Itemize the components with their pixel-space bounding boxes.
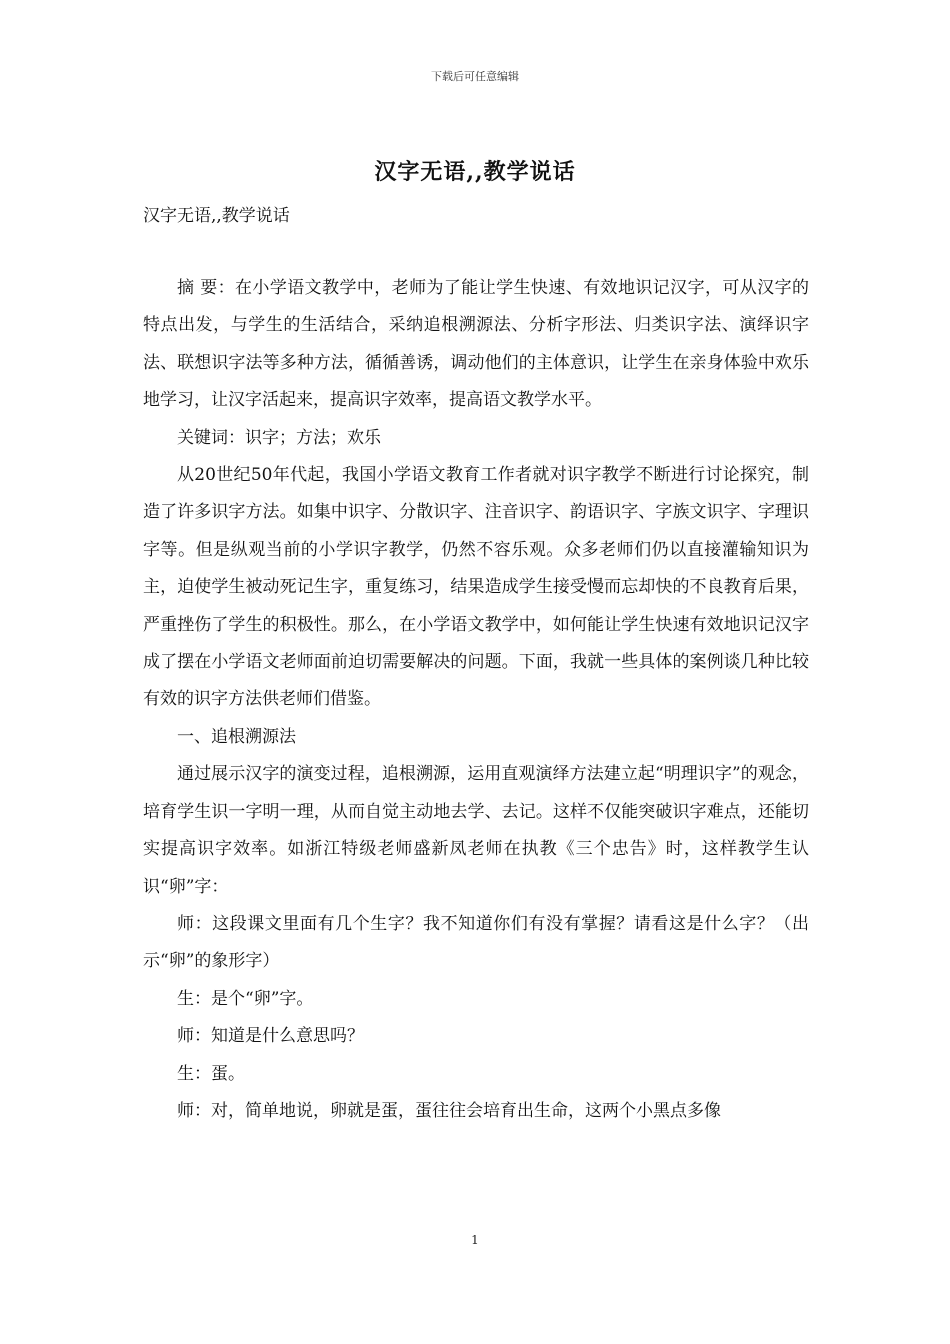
intro-paragraph: 从20世纪50年代起，我国小学语文教育工作者就对识字教学不断进行讨论探究，制造了许多识字方法。如集中识字、分散识字、注音识字、韵语识字、字族文识字、字理识字等。但是纵观当前的小学识字教学，仍然不容乐观。众多老师们仍以直接灌输知识为主，迫使学生被动死记生字，重复练习，结果造成学生接受慢而忘却快的不良教育后果，严重挫伤了学生的积极性。那么，在小学语文教学中，如何能让学生快速有效地识记汉字成了摆在小学语文老师面前迫切需要解决的问题。下面，我就一些具体的案例谈几种比较有效的识字方法供老师们借鉴。 xyxy=(143,465,809,710)
keywords-paragraph: 关键词：识字；方法；欢乐 xyxy=(177,427,381,448)
abstract-paragraph: 摘 要：在小学语文教学中，老师为了能让学生快速、有效地识记汉字，可从汉字的特点出发，与学生的生活结合，采纳追根溯源法、分析字形法、归类识字法、演绎识字法、联想识字法等多种方法，循循善诱，调动他们的主体意识，让学生在亲身体验中欢乐地学习，让汉字活起来，提高识字效率，提高语文教学水平。 xyxy=(143,278,809,411)
dialogue-line: 生：是个“卵”字。 xyxy=(177,988,314,1009)
page-header: 下载后可任意编辑 xyxy=(431,70,519,83)
document-title: 汉字无语,,教学说话 xyxy=(374,159,576,185)
dialogue-line: 师：知道是什么意思吗？ xyxy=(177,1026,364,1047)
dialogue-line: 生：蛋。 xyxy=(177,1063,245,1084)
document-subtitle: 汉字无语,,教学说话 xyxy=(143,206,290,226)
section-paragraph: 通过展示汉字的演变过程，追根溯源，运用直观演绎方法建立起“明理识字”的观念，培育学生识一字明一理，从而自觉主动地去学、去记。这样不仅能突破识字难点，还能切实提高识字效率。如浙江特级老师盛新凤老师在执教《三个忠告》时，这样教学生认识“卵”字： xyxy=(143,764,809,897)
page-number: 1 xyxy=(471,1233,479,1247)
dialogue-line: 师：这段课文里面有几个生字？我不知道你们有没有掌握？请看这是什么字？（出示“卵”的象形字） xyxy=(143,913,809,972)
dialogue-line: 师：对，简单地说，卵就是蛋，蛋往往会培育出生命，这两个小黑点多像 xyxy=(177,1100,721,1121)
section-heading: 一、追根溯源法 xyxy=(177,726,296,747)
document-body xyxy=(143,270,809,1130)
